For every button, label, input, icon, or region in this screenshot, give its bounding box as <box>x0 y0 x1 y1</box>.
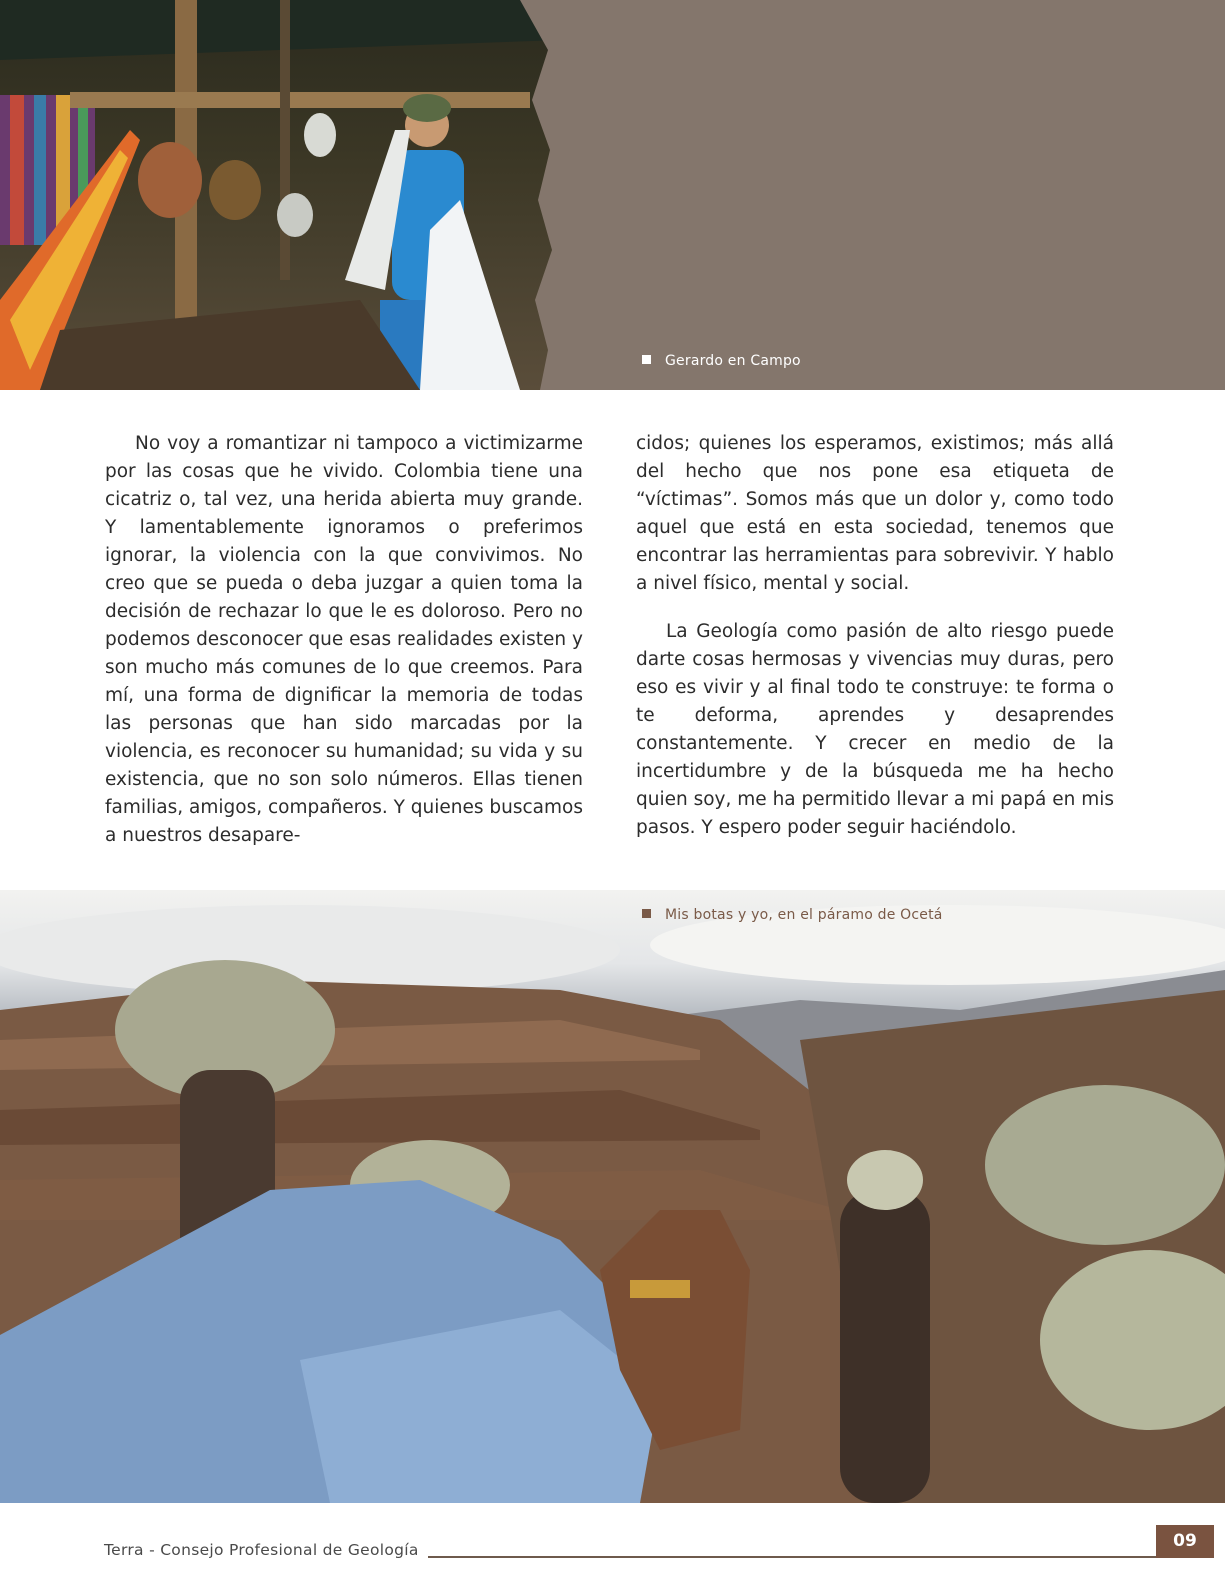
caption-square-icon <box>642 909 651 918</box>
footer-publication: Terra - Consejo Profesional de Geología <box>104 1541 419 1559</box>
page-number-badge: 09 <box>1156 1525 1214 1558</box>
top-photo-caption-text: Gerardo en Campo <box>665 353 801 369</box>
footer-divider <box>428 1556 1163 1558</box>
article-paragraph: La Geología como pasión de alto riesgo puede darte cosas hermosas y vivencias muy duras, pero eso es vivir y al final todo te construye: te forma o te deforma, aprendes y desaprendes constantemente. Y crecer en medio de la incertidumbre y de la búsqueda me ha hecho quien soy, me ha permitido llevar a mi papá en mis pasos. Y espero poder seguir haciéndolo. <box>636 621 1114 838</box>
top-photo-caption <box>642 353 801 369</box>
article-paragraph: cidos; quienes los esperamos, existimos; más allá del hecho que nos pone esa etiqueta de “víctimas”. Somos más que un dolor y, como todo aquel que está en esta sociedad, tenemos que encontrar las herramientas para sobrevivir. Y hablo a nivel físico, mental y social. <box>636 433 1114 594</box>
article-paragraph: No voy a romantizar ni tampoco a victimizarme por las cosas que he vivido. Colombia tiene una cicatriz o, tal vez, una herida abierta muy grande. Y lamentablemente ignoramos o preferimos ignorar, la violencia con la que convivimos. No creo que se pueda o deba juzgar a quien toma la decisión de rechazar lo que le es doloroso. Pero no podemos desconocer que esas realidades existen y son mucho más comunes de lo que creemos. Para mí, una forma de dignificar la memoria de todas las personas que han sido marcadas por la violencia, es reconocer su humanidad; su vida y su existencia, que no son solo números. Ellas tienen familias, amigos, compañeros. Y quienes buscamos a nuestros desapare- <box>105 433 583 846</box>
paramo-photo <box>0 890 1225 1503</box>
bottom-photo-caption-text: Mis botas y yo, en el páramo de Ocetá <box>665 907 943 923</box>
article-left-column <box>105 430 583 870</box>
caption-square-icon <box>642 355 651 364</box>
field-camp-photo <box>0 0 560 390</box>
field-camp-illustration <box>0 0 560 390</box>
article-right-column <box>636 430 1114 862</box>
bottom-photo-caption <box>642 907 943 923</box>
paramo-illustration <box>0 890 1225 1503</box>
